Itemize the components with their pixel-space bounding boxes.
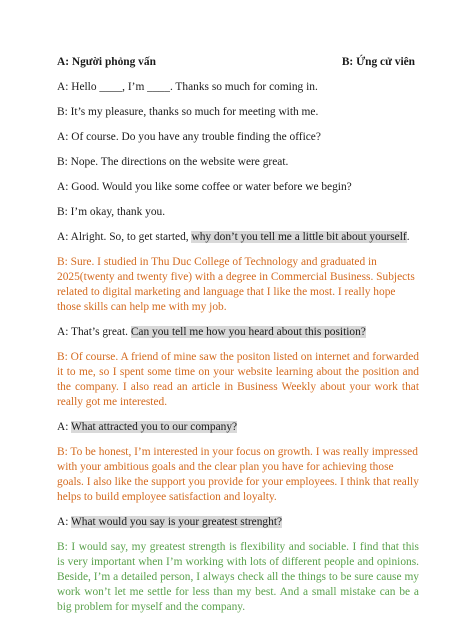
line-7-prefix: A: Alright. So, to get started, bbox=[57, 231, 192, 243]
answer-about-yourself: B: Sure. I studied in Thu Duc College of Technology and graduated in 2025(twenty and twenty five) with a degree in Commercial Business. Subjects related to digital marketing and language that I like the most. I really hope those skills can help me with my job. bbox=[57, 256, 415, 313]
line-10-prefix: A: bbox=[57, 516, 72, 528]
role-header bbox=[57, 55, 419, 70]
question-highlight-strength: What would you say is your greatest strenght? bbox=[71, 516, 283, 528]
interview-dialogue bbox=[57, 55, 419, 625]
dialogue-line-2: B: It’s my pleasure, thanks so much for meeting with me. bbox=[57, 106, 319, 118]
dialogue-line-3: A: Of course. Do you have any trouble finding the office? bbox=[57, 131, 321, 143]
dialogue-line-5: A: Good. Would you like some coffee or water before we begin? bbox=[57, 181, 352, 193]
candidate-label: B: Ứng cử viên bbox=[341, 56, 415, 68]
dialogue-line-6: B: I’m okay, thank you. bbox=[57, 206, 166, 218]
dialogue-line-9 bbox=[57, 420, 419, 435]
dialogue-line-8 bbox=[57, 325, 419, 340]
dialogue-line-7 bbox=[57, 230, 419, 245]
question-highlight-attracted: What attracted you to our company? bbox=[71, 421, 238, 433]
line-9-prefix: A: bbox=[57, 421, 72, 433]
line-7-suffix: . bbox=[406, 231, 410, 243]
question-highlight-about-yourself: why don’t you tell me a little bit about yourself bbox=[191, 231, 407, 243]
dialogue-line-10 bbox=[57, 515, 419, 530]
answer-heard-position: B: Of course. A friend of mine saw the positon listed on internet and forwarded it to me, so I spent some time on your website learning about the position and the company. I also read an article in Business Weekly about your work that really got me interested. bbox=[57, 351, 419, 408]
question-highlight-heard-position: Can you tell me how you heard about this position? bbox=[130, 326, 366, 338]
answer-attracted: B: To be honest, I’m interested in your focus on growth. I was really impressed with your ambitious goals and the clear plan you have for achieving those goals. I also like the support you provide for your employees. I think that really helps to build employee satisfaction and loyalty. bbox=[57, 446, 419, 503]
answer-strength: B: I would say, my greatest strength is flexibility and sociable. I find that this is very important when I’m working with lots of different people and opinions. Beside, I’m a detailed person, I always check all the things to be sure cause my work won’t let me settle for less than my best. And a small mistake can be a big problem for myself and the company. bbox=[57, 541, 419, 613]
interviewer-label: A: Người phỏng vấn bbox=[57, 56, 156, 68]
dialogue-line-4: B: Nope. The directions on the website were great. bbox=[57, 156, 289, 168]
dialogue-line-1: A: Hello ____, I’m ____. Thanks so much for coming in. bbox=[57, 81, 318, 93]
line-8-prefix: A: That’s great. bbox=[57, 326, 131, 338]
